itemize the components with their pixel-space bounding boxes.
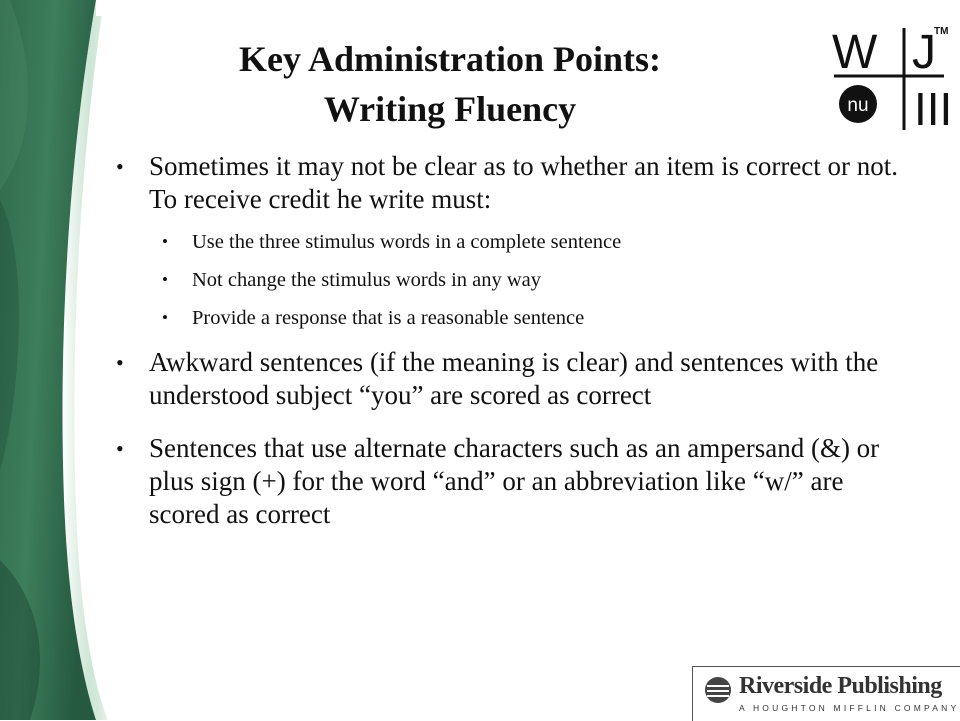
title-line-2: Writing Fluency: [323, 89, 577, 129]
bullet-list: [112, 150, 912, 531]
logo-nu: nu: [847, 95, 869, 116]
bullet-glyph: •: [116, 154, 124, 179]
bullet-item: [112, 150, 912, 216]
sub-bullet-item: [112, 306, 912, 330]
title-line-1: Key Administration Points:: [238, 39, 661, 79]
bullet-text: Sometimes it may not be clear as to whether an item is correct or not. To receive credit he write must:: [149, 151, 899, 214]
bullet-text: Awkward sentences (if the meaning is clear) and sentences with the understood subject “you” are scored as correct: [149, 347, 879, 410]
logo-trademark: TM: [934, 26, 949, 37]
bullet-item: [112, 432, 912, 531]
top-white-strip: [96, 0, 132, 16]
riverside-tagline: A HOUGHTON MIFFLIN COMPANY: [739, 703, 960, 713]
wj-nu-iii-logo: [826, 22, 956, 134]
riverside-name: Riverside Publishing: [739, 673, 942, 699]
bullet-text: Sentences that use alternate characters such as an ampersand (&) or plus sign (+) for the word “and” or an abbreviation like “w/” are scored as correct: [149, 433, 880, 529]
logo-letter-j: J: [912, 26, 936, 79]
bullet-glyph: •: [162, 270, 168, 289]
logo-letter-w: W: [832, 26, 878, 79]
logo-roman-three: III: [914, 83, 953, 134]
sub-bullet-text: Not change the stimulus words in any way: [192, 269, 542, 291]
bullet-item: [112, 346, 912, 412]
bullet-glyph: •: [162, 308, 168, 327]
bullet-glyph: •: [116, 436, 124, 461]
riverside-emblem-icon: [703, 675, 733, 705]
sub-bullet-text: Provide a response that is a reasonable sentence: [192, 307, 585, 329]
riverside-publishing-logo: [692, 666, 960, 721]
bullet-glyph: •: [116, 350, 124, 375]
bullet-glyph: •: [162, 232, 168, 251]
sub-bullet-item: [112, 268, 912, 292]
sub-bullet-item: [112, 230, 912, 254]
sub-bullet-text: Use the three stimulus words in a complete sentence: [192, 231, 622, 253]
slide-title: [150, 34, 750, 134]
